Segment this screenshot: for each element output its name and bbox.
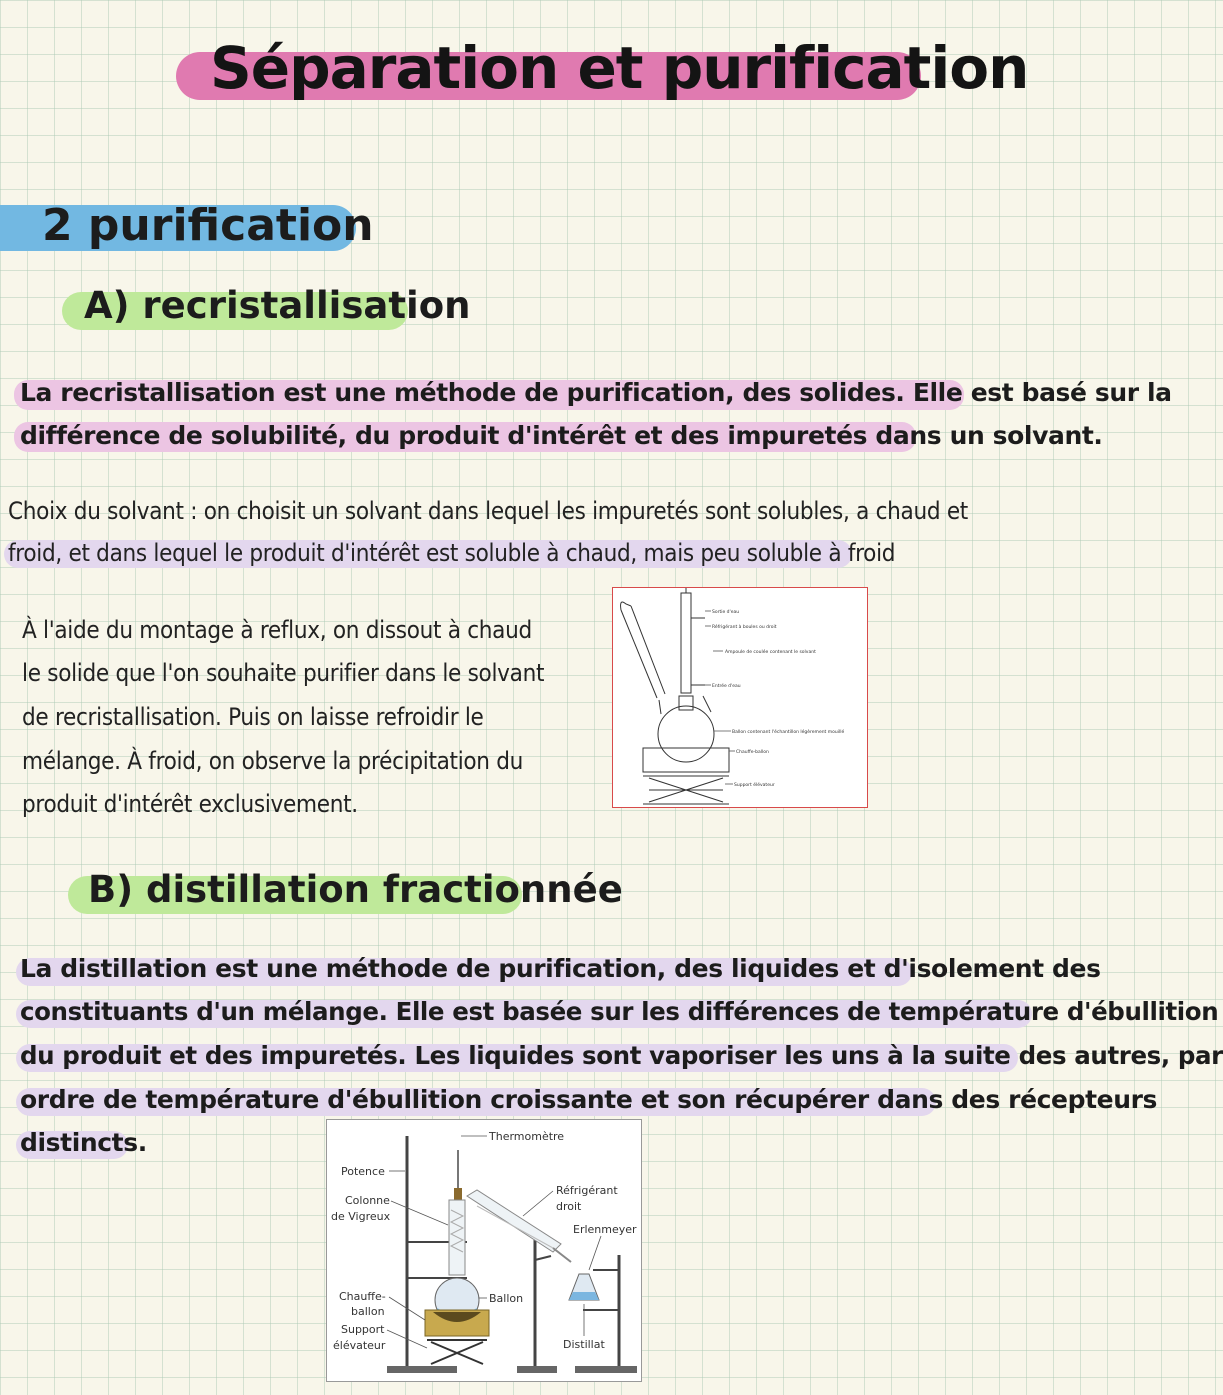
label-support-2: élévateur xyxy=(333,1339,386,1352)
definition-b-line-2: constituants d'un mélange. Elle est basée sur les différences de température d'ébullition xyxy=(20,997,1219,1026)
definition-a-line-1: La recristallisation est une méthode de purification, des solides. Elle est basé sur la xyxy=(20,378,1172,407)
label-condenser-1: Réfrigérant xyxy=(556,1184,618,1197)
distillation-setup-figure xyxy=(326,1119,642,1382)
procedure-line-4: mélange. À froid, on observe la précipitation du xyxy=(22,747,524,775)
reflux-setup-figure xyxy=(612,587,868,808)
part-b-heading: B) distillation fractionnée xyxy=(88,868,623,911)
procedure-line-5: produit d'intérêt exclusivement. xyxy=(22,790,358,818)
definition-b-line-5: distincts. xyxy=(20,1128,147,1157)
label-support: Support élévateur xyxy=(734,783,775,788)
procedure-line-3: de recristallisation. Puis on laisse refroidir le xyxy=(22,703,484,731)
definition-b-line-4: ordre de température d'ébullition croissante et son récupérer dans des récepteurs xyxy=(20,1085,1158,1114)
part-a-heading: A) recristallisation xyxy=(84,284,471,327)
label-water-in: Entrée d'eau xyxy=(712,684,741,689)
label-flask: Ballon contenant l'échantillon légèrement mouillé xyxy=(732,730,845,735)
label-distillate: Distillat xyxy=(563,1338,605,1351)
solvent-line-1: Choix du solvant : on choisit un solvant dans lequel les impuretés sont solubles, a chaud et xyxy=(8,497,968,525)
label-funnel: Ampoule de coulée contenant le solvant xyxy=(725,650,816,655)
solvent-line-2: froid, et dans lequel le produit d'intérêt est soluble à chaud, mais peu soluble à froid xyxy=(8,539,896,567)
label-column-1: Colonne xyxy=(345,1194,390,1207)
label-heater-1: Chauffe- xyxy=(339,1290,386,1303)
label-support-1: Support xyxy=(341,1323,385,1336)
reflux-diagram xyxy=(613,588,867,807)
section-heading: 2 purification xyxy=(42,200,374,251)
label-flask: Ballon xyxy=(489,1292,524,1305)
procedure-line-2: le solide que l'on souhaite purifier dans le solvant xyxy=(22,659,545,687)
label-stand: Potence xyxy=(341,1165,385,1178)
definition-b-line-3: du produit et des impuretés. Les liquides sont vaporiser les uns à la suite des autres, par xyxy=(20,1041,1223,1070)
distillation-diagram xyxy=(327,1120,641,1381)
label-heater: Chauffe-ballon xyxy=(736,750,769,755)
label-column-2: de Vigreux xyxy=(331,1210,391,1223)
definition-b-line-1: La distillation est une méthode de purification, des liquides et d'isolement des xyxy=(20,954,1101,983)
label-heater-2: ballon xyxy=(351,1305,385,1318)
label-condenser: Réfrigérant à boules ou droit xyxy=(712,625,777,630)
label-erlenmeyer: Erlenmeyer xyxy=(573,1223,637,1236)
procedure-line-1: À l'aide du montage à reflux, on dissout à chaud xyxy=(22,616,532,644)
definition-a-line-2: différence de solubilité, du produit d'intérêt et des impuretés dans un solvant. xyxy=(20,421,1103,450)
label-condenser-2: droit xyxy=(556,1200,582,1213)
label-water-out: Sortie d'eau xyxy=(712,610,740,615)
label-thermometer: Thermomètre xyxy=(489,1130,565,1143)
page-title: Séparation et purification xyxy=(210,34,1029,102)
